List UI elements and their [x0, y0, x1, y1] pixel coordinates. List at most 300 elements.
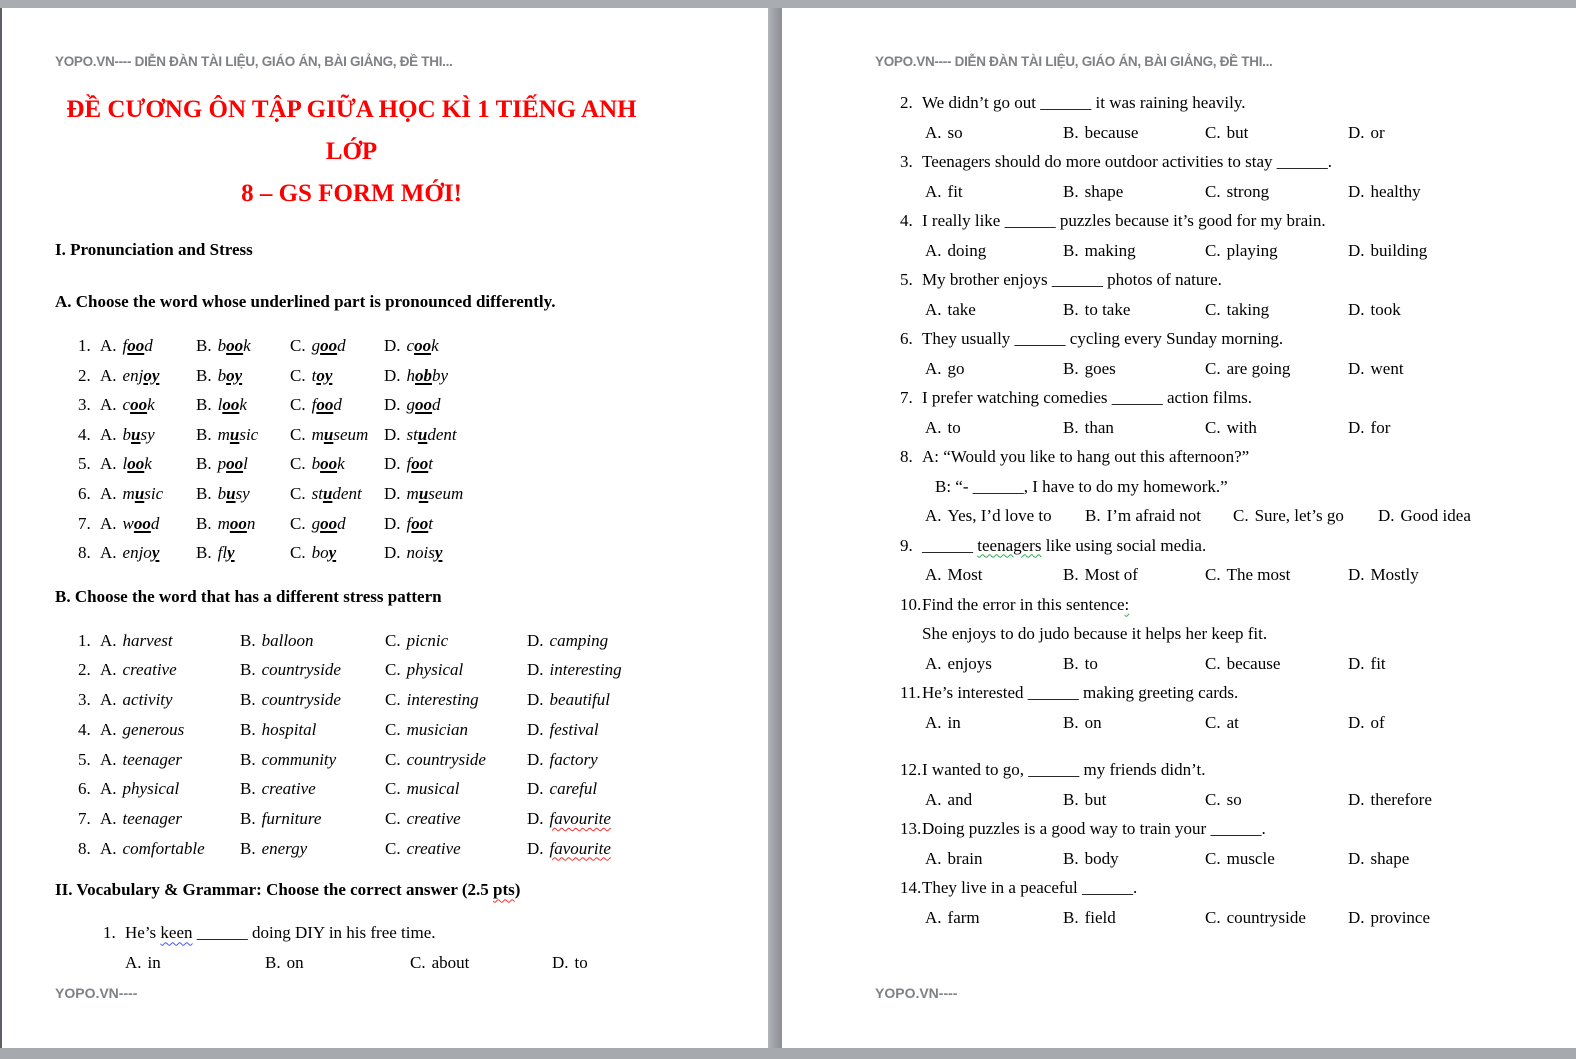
- option-label: D.: [384, 424, 401, 444]
- option-word: musician: [406, 719, 468, 739]
- question-line: 3. Teenagers should do more outdoor activities to stay ______.: [900, 147, 1546, 177]
- option-label: C.: [1233, 506, 1249, 525]
- answer-option: [925, 118, 1063, 148]
- question-number: 4.: [900, 211, 913, 230]
- question: [875, 755, 1546, 814]
- question-number: 8.: [900, 447, 913, 466]
- option-label: D.: [1348, 122, 1365, 142]
- section-1-heading: I. Pronunciation and Stress: [55, 240, 253, 259]
- underlined-letters: oo: [133, 513, 151, 533]
- answer-option: [384, 390, 728, 420]
- question: [875, 88, 1546, 147]
- answer-option: [1348, 354, 1546, 384]
- option-label: C.: [290, 424, 306, 444]
- option-word: interesting: [549, 660, 622, 680]
- option-word: foot: [406, 513, 433, 533]
- answer-option: [290, 538, 384, 568]
- question-line: 12.I wanted to go, ______ my friends didn’t.: [900, 755, 1546, 785]
- option-label: C.: [1205, 122, 1221, 142]
- option-word: favourite: [549, 808, 611, 828]
- option-label: B.: [1063, 358, 1079, 378]
- answer-option: [385, 774, 527, 804]
- option-label: C.: [385, 660, 401, 680]
- stress-row: [55, 655, 728, 685]
- answer-option: [1205, 649, 1348, 679]
- option-label: D.: [527, 660, 544, 680]
- option-word: music: [217, 424, 259, 444]
- page-header: YOPO.VN---- DIỄN ĐÀN TÀI LIỆU, GIÁO ÁN, BÀI GIẢNG, ĐỀ THI...: [875, 54, 1273, 69]
- option-word: camping: [549, 630, 609, 650]
- option-word: physical: [406, 660, 464, 680]
- question: [875, 531, 1546, 590]
- answer-option: [1205, 560, 1348, 590]
- answer-option: [100, 361, 196, 391]
- option-word: look: [122, 454, 152, 474]
- underlined-letters: u: [226, 483, 236, 503]
- question: [875, 383, 1546, 442]
- option-text: shape: [1084, 181, 1124, 201]
- answer-option: [384, 538, 728, 568]
- question-number: 10.: [900, 594, 922, 614]
- option-text: I’m afraid not: [1106, 506, 1201, 525]
- option-word: generous: [122, 719, 185, 739]
- answer-option: [290, 331, 384, 361]
- page-gap-divider: [768, 8, 782, 1048]
- option-label: A.: [925, 848, 942, 868]
- underlined-letters: oo: [320, 454, 338, 474]
- answer-option: [1348, 844, 1546, 874]
- option-label: B.: [1063, 848, 1079, 868]
- answer-option: [196, 420, 290, 450]
- option-label: C.: [290, 395, 306, 415]
- option-label: C.: [1205, 789, 1221, 809]
- answer-option: [100, 715, 240, 745]
- document-title: [55, 89, 648, 215]
- option-word: physical: [122, 779, 180, 799]
- answer-option: [1063, 785, 1205, 815]
- answer-option: [196, 361, 290, 391]
- option-text: fit: [1370, 653, 1386, 673]
- option-word: community: [261, 749, 337, 769]
- option-label: B.: [1063, 240, 1079, 260]
- option-text: of: [1370, 712, 1385, 732]
- option-word: favourite: [549, 838, 611, 858]
- option-label: C.: [385, 749, 401, 769]
- option-label: A.: [100, 424, 117, 444]
- section-2-heading-close: ): [514, 880, 521, 900]
- question-line: 8. A: “Would you like to hang out this afternoon?”: [900, 442, 1546, 472]
- question: [875, 147, 1546, 206]
- option-label: C.: [290, 543, 306, 563]
- answer-option: [925, 649, 1063, 679]
- answer-option: [552, 948, 728, 978]
- answer-option: [1348, 177, 1546, 207]
- option-word: teenager: [122, 749, 183, 769]
- answer-option: [925, 785, 1063, 815]
- question-line: 2. We didn’t go out ______ it was raining heavily.: [900, 88, 1546, 118]
- section-2-heading-text: II. Vocabulary & Grammar: Choose the correct answer (2.5: [55, 880, 493, 900]
- answer-option: [925, 903, 1063, 933]
- pages-container: [2, 8, 1576, 1048]
- underlined-letters: oy: [143, 365, 160, 385]
- answer-option: [290, 390, 384, 420]
- answer-option: [1378, 501, 1546, 531]
- option-label: B.: [265, 952, 281, 972]
- option-label: B.: [240, 808, 256, 828]
- answer-option: [196, 449, 290, 479]
- option-word: enjoy: [122, 543, 160, 563]
- answer-option: [100, 420, 196, 450]
- option-word: good: [311, 336, 346, 355]
- option-word: creative: [406, 808, 461, 828]
- options-row: [900, 295, 1546, 325]
- stress-row: [55, 626, 728, 656]
- option-label: A.: [925, 417, 942, 437]
- row-number: 5.: [78, 749, 91, 769]
- underlined-letters: oo: [411, 454, 429, 474]
- answer-option: [1063, 354, 1205, 384]
- option-label: C.: [1205, 565, 1221, 584]
- answer-option: [1348, 649, 1546, 679]
- option-text: countryside: [1226, 907, 1306, 927]
- option-text: Most: [947, 565, 983, 584]
- question-line: 10.Find the error in this sentence:: [900, 590, 1546, 620]
- question-line: 11.He’s interested ______ making greeting cards.: [900, 678, 1546, 708]
- option-label: C.: [1205, 181, 1221, 201]
- answer-option: [527, 774, 728, 804]
- stress-row: [55, 685, 728, 715]
- option-label: B.: [240, 660, 256, 680]
- answer-option: [410, 948, 552, 978]
- answer-option: [240, 685, 385, 715]
- option-label: C.: [1205, 848, 1221, 868]
- answer-option: [1205, 903, 1348, 933]
- options-row: [103, 948, 728, 978]
- answer-option: [290, 509, 384, 539]
- spellcheck-marked-text: keen: [160, 923, 193, 943]
- option-text: doing: [947, 240, 987, 260]
- answer-option: [100, 655, 240, 685]
- answer-option: [1085, 501, 1233, 531]
- option-text: farm: [947, 907, 980, 927]
- answer-option: [527, 655, 728, 685]
- option-label: C.: [290, 336, 306, 355]
- option-label: D.: [384, 513, 401, 533]
- option-word: factory: [549, 749, 598, 769]
- question-number: 13.: [900, 819, 922, 838]
- option-label: B.: [196, 336, 212, 355]
- options-row: [900, 903, 1546, 933]
- pronunciation-row: [55, 538, 728, 568]
- options-row: [900, 236, 1546, 266]
- option-label: A.: [100, 660, 117, 680]
- option-word: pool: [217, 454, 248, 474]
- option-text: so: [947, 122, 963, 142]
- option-label: D.: [1348, 240, 1365, 260]
- answer-option: [1063, 560, 1205, 590]
- question-line: 14.They live in a peaceful ______.: [900, 873, 1546, 903]
- answer-option: [385, 745, 527, 775]
- options-row: [900, 708, 1546, 738]
- option-label: A.: [100, 483, 117, 503]
- stress-row: [55, 834, 728, 864]
- option-label: A.: [100, 336, 117, 355]
- option-label: A.: [100, 630, 117, 650]
- question-number: 14.: [900, 878, 922, 897]
- stress-pattern-list: [55, 626, 728, 864]
- option-label: A.: [925, 789, 942, 809]
- question: [875, 814, 1546, 873]
- option-label: C.: [290, 365, 306, 385]
- option-text: Mostly: [1370, 565, 1419, 584]
- row-number: 6.: [78, 483, 91, 503]
- answer-option: [100, 538, 196, 568]
- question-line: 4. I really like ______ puzzles because it’s good for my brain.: [900, 206, 1546, 236]
- answer-option: [1063, 236, 1205, 266]
- underlined-letters: u: [322, 483, 333, 503]
- option-text: with: [1226, 417, 1257, 437]
- option-word: enjoy: [122, 365, 160, 385]
- option-text: goes: [1084, 358, 1116, 378]
- option-label: D.: [384, 365, 401, 385]
- answer-option: [385, 715, 527, 745]
- option-text: taking: [1226, 299, 1270, 319]
- option-label: A.: [100, 690, 117, 710]
- answer-option: [240, 804, 385, 834]
- underlined-letters: oo: [320, 513, 338, 533]
- option-text: to: [947, 417, 961, 437]
- option-label: D.: [527, 630, 544, 650]
- option-label: B.: [196, 395, 212, 415]
- question-line: She enjoys to do judo because it helps her keep fit.: [922, 624, 1268, 643]
- question-number: 7.: [900, 388, 913, 407]
- row-number: 5.: [78, 454, 91, 474]
- underlined-letters: y: [434, 543, 443, 563]
- option-label: B.: [196, 454, 212, 474]
- answer-option: [265, 948, 410, 978]
- option-label: D.: [384, 395, 401, 415]
- option-text: province: [1370, 907, 1431, 927]
- option-word: student: [311, 483, 362, 503]
- answer-option: [1063, 177, 1205, 207]
- underlined-letters: oo: [127, 454, 145, 474]
- answer-option: [1205, 354, 1348, 384]
- answer-option: [385, 804, 527, 834]
- option-text: than: [1084, 417, 1114, 437]
- option-word: good: [311, 513, 346, 533]
- option-text: or: [1370, 122, 1385, 142]
- option-text: building: [1370, 240, 1428, 260]
- question: [875, 678, 1546, 737]
- option-word: hospital: [261, 719, 317, 739]
- answer-option: [1063, 844, 1205, 874]
- option-label: D.: [384, 483, 401, 503]
- underlined-letters: ob: [415, 365, 433, 385]
- underlined-letters: oy: [226, 365, 243, 385]
- question-number: 12.: [900, 760, 922, 779]
- option-label: A.: [100, 749, 117, 769]
- option-text: body: [1084, 848, 1119, 868]
- option-label: D.: [1348, 181, 1365, 201]
- row-number: 3.: [78, 395, 91, 415]
- answer-option: [384, 449, 728, 479]
- option-text: take: [947, 299, 976, 319]
- options-row: [900, 354, 1546, 384]
- answer-option: [1348, 560, 1546, 590]
- option-text: brain: [947, 848, 983, 868]
- pronunciation-row: [55, 509, 728, 539]
- option-label: D.: [1348, 653, 1365, 673]
- option-label: D.: [552, 952, 569, 972]
- option-word: food: [122, 336, 153, 355]
- options-row: [900, 118, 1546, 148]
- option-label: B.: [240, 749, 256, 769]
- window-top-strip: [0, 0, 1576, 8]
- row-number: 2.: [78, 660, 91, 680]
- option-word: boy: [311, 543, 337, 563]
- answer-option: [196, 509, 290, 539]
- option-text: to: [574, 952, 588, 972]
- option-text: Good idea: [1400, 506, 1471, 525]
- option-word: countryside: [406, 749, 486, 769]
- underlined-letters: oo: [226, 454, 244, 474]
- answer-option: [1348, 785, 1546, 815]
- question: [875, 873, 1546, 932]
- stress-row: [55, 715, 728, 745]
- answer-option: [290, 449, 384, 479]
- answer-option: [1348, 236, 1546, 266]
- option-text: Most of: [1084, 565, 1138, 584]
- option-label: D.: [527, 808, 544, 828]
- option-word: fly: [217, 543, 235, 563]
- option-word: musical: [406, 779, 460, 799]
- question-line: B: “- ______, I have to do my homework.”: [935, 476, 1228, 496]
- section-2-heading-spellcheck-word: pts: [493, 880, 515, 900]
- answer-option: [1063, 413, 1205, 443]
- option-word: busy: [217, 483, 250, 503]
- question-number: 11.: [900, 683, 921, 702]
- option-word: look: [217, 395, 247, 415]
- option-label: A.: [100, 365, 117, 385]
- option-word: book: [311, 454, 345, 474]
- option-text: at: [1226, 712, 1239, 732]
- option-word: noisy: [406, 543, 443, 563]
- row-number: 4.: [78, 424, 91, 444]
- option-word: music: [122, 483, 164, 503]
- question-line: 1. He’s keen ______ doing DIY in his free time.: [103, 918, 728, 948]
- row-number: 8.: [78, 838, 91, 858]
- option-label: B.: [1063, 565, 1079, 584]
- answer-option: [1205, 844, 1348, 874]
- option-label: B.: [196, 543, 212, 563]
- question-number: 9.: [900, 535, 913, 555]
- option-label: B.: [240, 779, 256, 799]
- row-number: 1.: [78, 336, 91, 355]
- options-row: [900, 501, 1546, 531]
- option-label: B.: [240, 690, 256, 710]
- question: [875, 265, 1546, 324]
- underlined-letters: oo: [226, 336, 244, 355]
- option-label: D.: [527, 838, 544, 858]
- option-word: interesting: [406, 690, 479, 710]
- stress-row: [55, 804, 728, 834]
- pronunciation-row: [55, 361, 728, 391]
- option-label: D.: [527, 690, 544, 710]
- underlined-letters: oy: [316, 365, 333, 385]
- answer-option: [1205, 785, 1348, 815]
- answer-option: [925, 354, 1063, 384]
- option-word: good: [406, 395, 441, 415]
- option-word: countryside: [261, 660, 341, 680]
- answer-option: [1348, 295, 1546, 325]
- underlined-letters: y: [151, 543, 160, 563]
- option-word: hobby: [406, 365, 449, 385]
- option-word: teenager: [122, 808, 183, 828]
- option-label: A.: [100, 543, 117, 563]
- row-number: 1.: [78, 630, 91, 650]
- option-text: strong: [1226, 181, 1270, 201]
- option-label: A.: [100, 454, 117, 474]
- answer-option: [1205, 708, 1348, 738]
- answer-option: [385, 834, 527, 864]
- section-2-heading: [55, 881, 728, 899]
- question: [78, 918, 728, 977]
- option-word: museum: [311, 424, 369, 444]
- option-label: B.: [196, 513, 212, 533]
- underlined-letters: u: [134, 483, 145, 503]
- option-label: C.: [385, 808, 401, 828]
- option-label: C.: [290, 454, 306, 474]
- answer-option: [1233, 501, 1378, 531]
- option-label: D.: [1348, 712, 1365, 732]
- underlined-letters: u: [229, 424, 240, 444]
- answer-option: [384, 420, 728, 450]
- underlined-letters: u: [418, 483, 429, 503]
- option-label: C.: [1205, 653, 1221, 673]
- option-label: B.: [1063, 789, 1079, 809]
- underlined-letters: oo: [127, 336, 145, 355]
- underlined-letters: y: [227, 543, 235, 563]
- option-text: on: [1084, 712, 1102, 732]
- option-label: D.: [1348, 565, 1365, 584]
- section-a-heading: A. Choose the word whose underlined part is pronounced differently.: [55, 292, 556, 311]
- option-word: busy: [122, 424, 155, 444]
- question-number: 5.: [900, 270, 913, 289]
- option-label: A.: [925, 712, 942, 732]
- answer-option: [100, 834, 240, 864]
- option-label: A.: [925, 653, 942, 673]
- answer-option: [290, 479, 384, 509]
- option-label: A.: [925, 907, 942, 927]
- answer-option: [240, 834, 385, 864]
- option-label: A.: [100, 719, 117, 739]
- answer-option: [925, 708, 1063, 738]
- answer-option: [1348, 118, 1546, 148]
- answer-option: [1348, 413, 1546, 443]
- option-label: B.: [1063, 299, 1079, 319]
- option-label: B.: [196, 365, 212, 385]
- underlined-letters: oo: [316, 395, 334, 415]
- answer-option: [100, 509, 196, 539]
- answer-option: [100, 804, 240, 834]
- row-number: 4.: [78, 719, 91, 739]
- option-text: but: [1084, 789, 1107, 809]
- answer-option: [100, 774, 240, 804]
- option-label: C.: [1205, 417, 1221, 437]
- option-label: C.: [385, 719, 401, 739]
- pronunciation-list: [55, 331, 728, 568]
- option-text: shape: [1370, 848, 1410, 868]
